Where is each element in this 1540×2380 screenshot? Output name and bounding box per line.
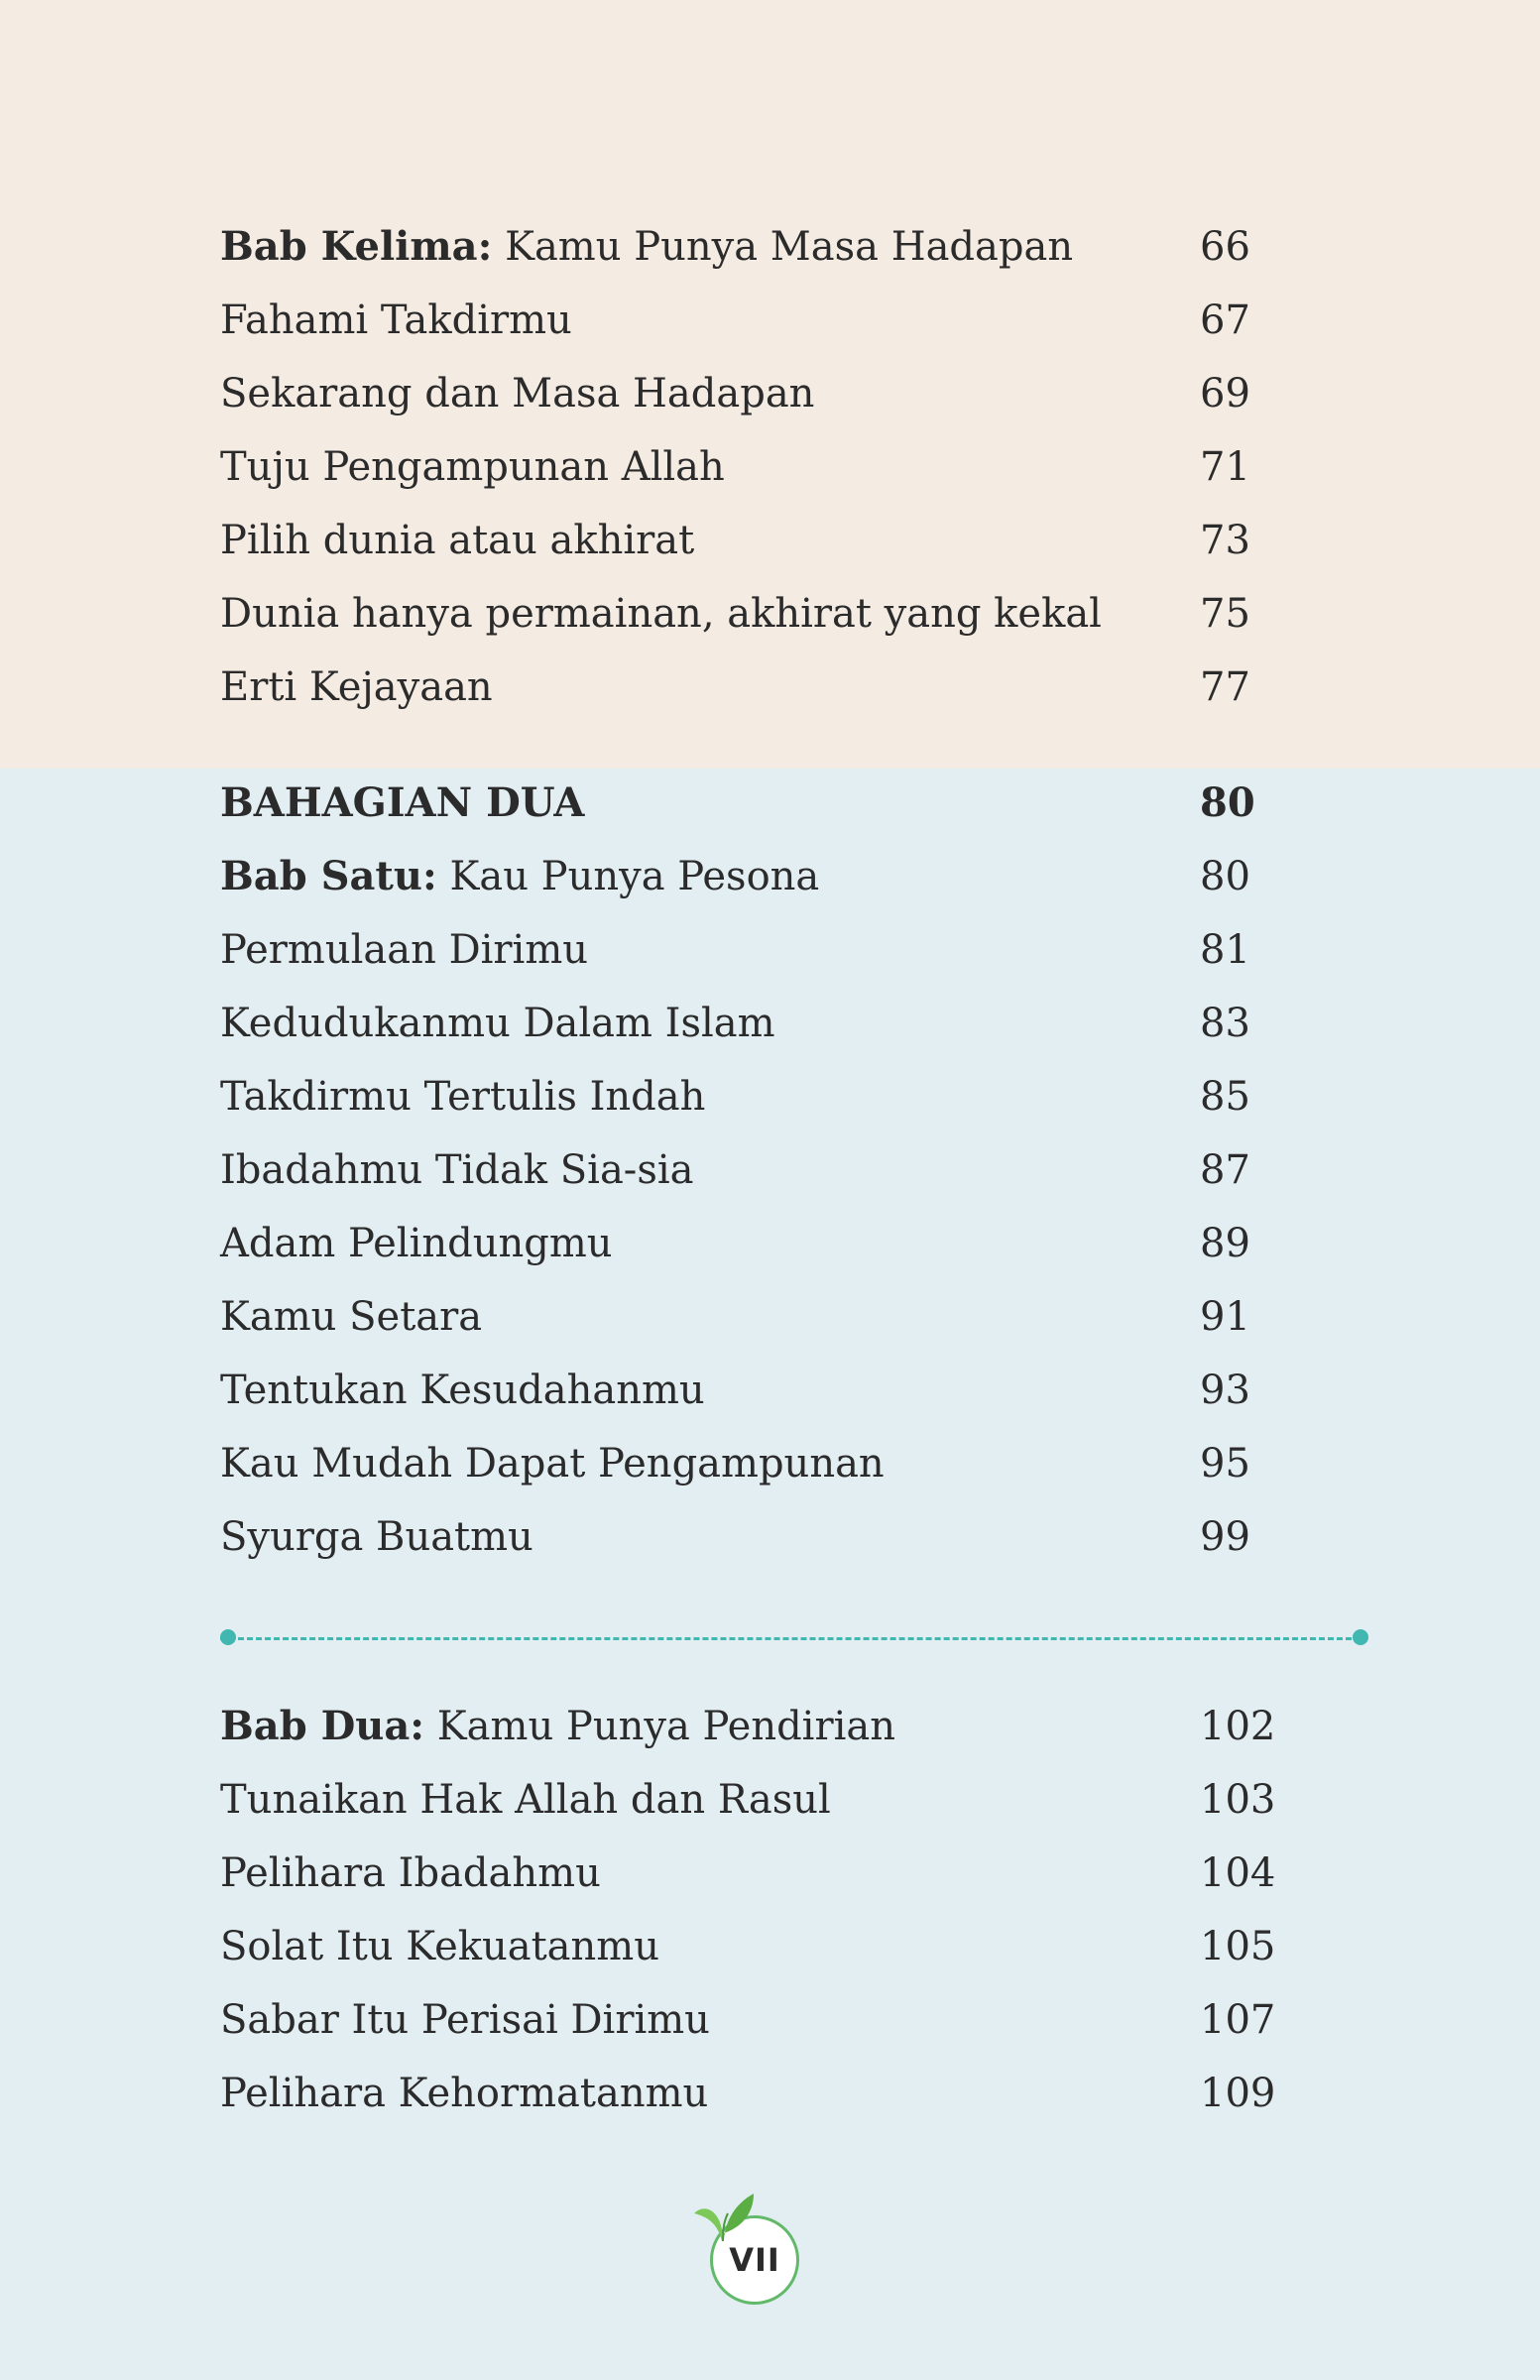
toc-row bbox=[220, 1690, 1311, 1763]
toc-row bbox=[220, 987, 1311, 1060]
toc-page-number: 102 bbox=[1200, 1704, 1276, 1749]
toc-page-number: 71 bbox=[1200, 444, 1250, 490]
divider-dot-right bbox=[1353, 1629, 1368, 1645]
toc-page-number: 69 bbox=[1200, 371, 1250, 416]
toc-page-number: 103 bbox=[1200, 1777, 1276, 1823]
toc-page-number: 80 bbox=[1200, 779, 1255, 826]
toc-row bbox=[220, 284, 1311, 357]
toc-entry-title: Ibadahmu Tidak Sia-sia bbox=[220, 1147, 694, 1193]
toc-row bbox=[220, 1763, 1311, 1837]
toc-row bbox=[220, 2057, 1311, 2130]
toc-page-number: 80 bbox=[1200, 854, 1250, 899]
chapter-label: Bab Satu: bbox=[220, 853, 437, 899]
toc-page-number: 73 bbox=[1200, 518, 1250, 563]
toc-entry-title: Dunia hanya permainan, akhirat yang kekal bbox=[220, 591, 1102, 637]
toc-list-bab-kelima bbox=[220, 210, 1311, 724]
toc-row bbox=[220, 1500, 1311, 1574]
toc-page-number: 99 bbox=[1200, 1514, 1250, 1560]
section-divider bbox=[220, 1637, 1361, 1640]
toc-list-bahagian-dua bbox=[220, 767, 1311, 1574]
toc-row bbox=[220, 913, 1311, 987]
toc-page-number: 75 bbox=[1200, 591, 1250, 637]
chapter-title: Kamu Punya Masa Hadapan bbox=[492, 224, 1074, 270]
chapter-label: Bab Dua: bbox=[220, 1703, 425, 1749]
toc-row bbox=[220, 1837, 1311, 1910]
toc-entry-title: Tuju Pengampunan Allah bbox=[220, 444, 725, 490]
toc-entry-title: Takdirmu Tertulis Indah bbox=[220, 1074, 706, 1120]
divider-dot-left bbox=[220, 1629, 236, 1645]
toc-entry-title: Permulaan Dirimu bbox=[220, 927, 589, 973]
toc-row bbox=[220, 504, 1311, 577]
toc-entry-title: Sekarang dan Masa Hadapan bbox=[220, 371, 815, 416]
toc-page-number: 95 bbox=[1200, 1441, 1250, 1487]
toc-page-number: 104 bbox=[1200, 1850, 1276, 1896]
toc-page-number: 83 bbox=[1200, 1001, 1250, 1046]
leaf-icon bbox=[688, 2190, 758, 2243]
toc-entry-title: Adam Pelindungmu bbox=[220, 1221, 613, 1266]
toc-entry-title: Pilih dunia atau akhirat bbox=[220, 518, 695, 563]
toc-entry-title: Solat Itu Kekuatanmu bbox=[220, 1924, 659, 1969]
toc-page-number: 66 bbox=[1200, 224, 1250, 270]
toc-entry-title: Tentukan Kesudahanmu bbox=[220, 1368, 705, 1413]
toc-row bbox=[220, 651, 1311, 724]
toc-page-number: 67 bbox=[1200, 298, 1250, 343]
toc-row bbox=[220, 430, 1311, 504]
toc-row bbox=[220, 840, 1311, 913]
toc-entry-title bbox=[220, 840, 1200, 913]
part-heading-title: BAHAGIAN DUA bbox=[220, 779, 585, 826]
toc-entry-title: Sabar Itu Perisai Dirimu bbox=[220, 1997, 710, 2043]
toc-row bbox=[220, 1354, 1311, 1427]
toc-entry-title: Erti Kejayaan bbox=[220, 664, 493, 710]
toc-row bbox=[220, 1910, 1311, 1983]
toc-entry-title: Syurga Buatmu bbox=[220, 1514, 533, 1560]
toc-page-number: 105 bbox=[1200, 1924, 1276, 1969]
toc-part-heading bbox=[220, 767, 1311, 840]
toc-entry-title: Pelihara Kehormatanmu bbox=[220, 2071, 709, 2116]
toc-row bbox=[220, 357, 1311, 430]
toc-row bbox=[220, 1207, 1311, 1280]
toc-entry-title: Kedudukanmu Dalam Islam bbox=[220, 1001, 775, 1046]
toc-page-number: 91 bbox=[1200, 1294, 1250, 1340]
toc-entry-title: Fahami Takdirmu bbox=[220, 298, 572, 343]
toc-entry-title: Kau Mudah Dapat Pengampunan bbox=[220, 1441, 885, 1487]
toc-page-number: 87 bbox=[1200, 1147, 1250, 1193]
toc-page-number: 109 bbox=[1200, 2071, 1276, 2116]
toc-entry-title: Tunaikan Hak Allah dan Rasul bbox=[220, 1777, 831, 1823]
chapter-title: Kau Punya Pesona bbox=[436, 854, 820, 899]
toc-entry-title: Pelihara Ibadahmu bbox=[220, 1850, 601, 1896]
toc-page-number: 89 bbox=[1200, 1221, 1250, 1266]
page-number-badge bbox=[710, 2215, 799, 2305]
toc-row bbox=[220, 1280, 1311, 1354]
toc-entry-title: Kamu Setara bbox=[220, 1294, 483, 1340]
toc-page-number: 77 bbox=[1200, 664, 1250, 710]
page-number: VII bbox=[729, 2241, 780, 2279]
toc-row bbox=[220, 1060, 1311, 1133]
toc-page-number: 81 bbox=[1200, 927, 1250, 973]
toc-page-number: 93 bbox=[1200, 1368, 1250, 1413]
chapter-label: Bab Kelima: bbox=[220, 223, 493, 270]
toc-entry-title bbox=[220, 1690, 1200, 1763]
toc-row bbox=[220, 577, 1311, 651]
toc-list-bab-dua bbox=[220, 1690, 1311, 2130]
chapter-title: Kamu Punya Pendirian bbox=[424, 1704, 895, 1749]
toc-entry-title bbox=[220, 210, 1200, 284]
toc-row bbox=[220, 1983, 1311, 2057]
toc-row bbox=[220, 210, 1311, 284]
toc-page-number: 85 bbox=[1200, 1074, 1250, 1120]
toc-row bbox=[220, 1133, 1311, 1207]
toc-page-number: 107 bbox=[1200, 1997, 1276, 2043]
toc-row bbox=[220, 1427, 1311, 1500]
